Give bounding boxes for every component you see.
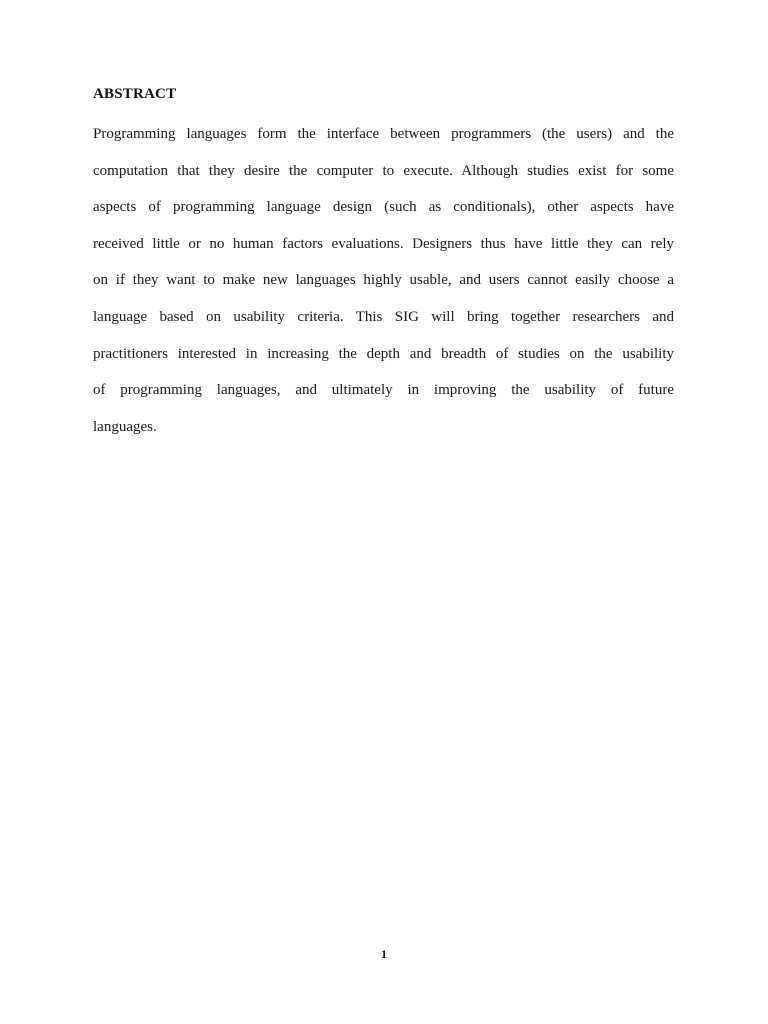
- abstract-line: of programming languages, and ultimately in improving the usability of future: [93, 382, 674, 399]
- abstract-line: on if they want to make new languages highly usable, and users cannot easily choose a: [93, 272, 674, 289]
- abstract-paragraph: [93, 116, 674, 445]
- abstract-line: Programming languages form the interface between programmers (the users) and the: [93, 126, 674, 142]
- abstract-line: computation that they desire the computer to execute. Although studies exist for some: [93, 162, 674, 179]
- page-number: 1: [381, 947, 387, 961]
- abstract-line: languages.: [93, 418, 157, 435]
- abstract-line: aspects of programming language design (such as conditionals), other aspects have: [93, 199, 674, 216]
- abstract-line: practitioners interested in increasing the depth and breadth of studies on the usability: [93, 345, 674, 362]
- abstract-heading: ABSTRACT: [93, 86, 177, 102]
- abstract-line: received little or no human factors evaluations. Designers thus have little they can rely: [93, 235, 674, 252]
- abstract-line: language based on usability criteria. This SIG will bring together researchers and: [93, 308, 674, 325]
